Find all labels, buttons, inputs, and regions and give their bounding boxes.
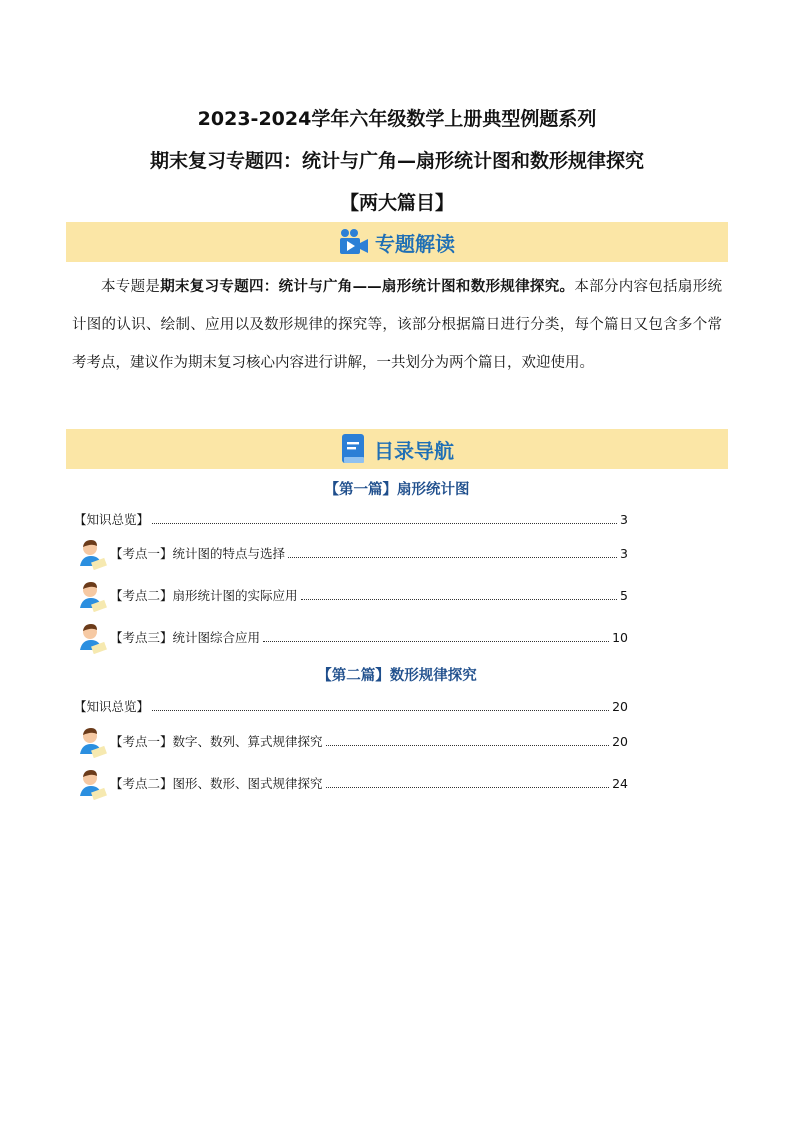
student-avatar-icon — [74, 578, 108, 612]
student-avatar-icon — [74, 766, 108, 800]
part2-item-2-entry[interactable] — [74, 766, 628, 800]
toc-label: 【考点一】统计图的特点与选择 — [110, 546, 286, 561]
toc-leader — [152, 515, 617, 524]
toc-page-number: 3 — [620, 511, 628, 527]
toc-leader — [326, 779, 610, 788]
toc-leader — [152, 702, 609, 711]
toc-page-number: 5 — [620, 587, 628, 603]
toc-label: 【考点二】图形、数形、图式规律探究 — [110, 776, 323, 791]
student-avatar-icon — [74, 536, 108, 570]
video-camera-icon — [339, 228, 369, 256]
part2-title: 【第二篇】数形规律探究 — [317, 668, 477, 684]
toc-leader — [288, 549, 617, 558]
toc-label: 【知识总览】 — [74, 512, 150, 527]
intro-banner — [66, 222, 728, 262]
part2-overview-entry[interactable] — [74, 697, 628, 715]
student-avatar-icon — [74, 724, 108, 758]
toc-page-number: 3 — [620, 545, 628, 561]
toc-page-number: 24 — [612, 775, 628, 791]
intro-prefix: 本专题是 — [101, 279, 161, 295]
toc-banner — [66, 429, 728, 469]
part1-title: 【第一篇】扇形统计图 — [324, 482, 470, 498]
part1-item-3-entry[interactable] — [74, 620, 628, 654]
doc-title: 2023-2024学年六年级数学上册典型例题系列 — [197, 108, 597, 130]
intro-paragraph — [72, 268, 722, 382]
doc-part-count: 【两大篇目】 — [339, 192, 454, 214]
toc-label: 【考点一】数字、数列、算式规律探究 — [110, 734, 323, 749]
intro-bold: 期末复习专题四：统计与广角——扇形统计图和数形规律探究。 — [160, 279, 575, 295]
book-icon — [340, 433, 368, 465]
toc-label: 【知识总览】 — [74, 699, 150, 714]
part1-item-1-entry[interactable] — [74, 536, 628, 570]
student-avatar-icon — [74, 620, 108, 654]
part2-item-1-entry[interactable] — [74, 724, 628, 758]
toc-banner-label: 目录导航 — [374, 438, 454, 463]
toc-leader — [326, 737, 610, 746]
toc-page-number: 20 — [612, 698, 628, 714]
intro-banner-label: 专题解读 — [375, 231, 455, 256]
part1-overview-entry[interactable] — [74, 510, 628, 528]
doc-subtitle: 期末复习专题四：统计与广角—扇形统计图和数形规律探究 — [149, 150, 644, 172]
toc-label: 【考点二】扇形统计图的实际应用 — [110, 588, 298, 603]
intro-rest: 本部分内容包括扇形统计图的认识、绘制、应用以及数形规律的探究等，该部分根据篇日进行分类，每个篇日又包含多个常考考点，建议作为期末复习核心内容进行讲解，一共划分为两个篇日，欢迎使用。 — [72, 279, 723, 371]
toc-page-number: 10 — [612, 629, 628, 645]
toc-leader — [301, 591, 618, 600]
part1-item-2-entry[interactable] — [74, 578, 628, 612]
toc-page-number: 20 — [612, 733, 628, 749]
toc-leader — [263, 633, 609, 642]
toc-label: 【考点三】统计图综合应用 — [110, 630, 261, 645]
